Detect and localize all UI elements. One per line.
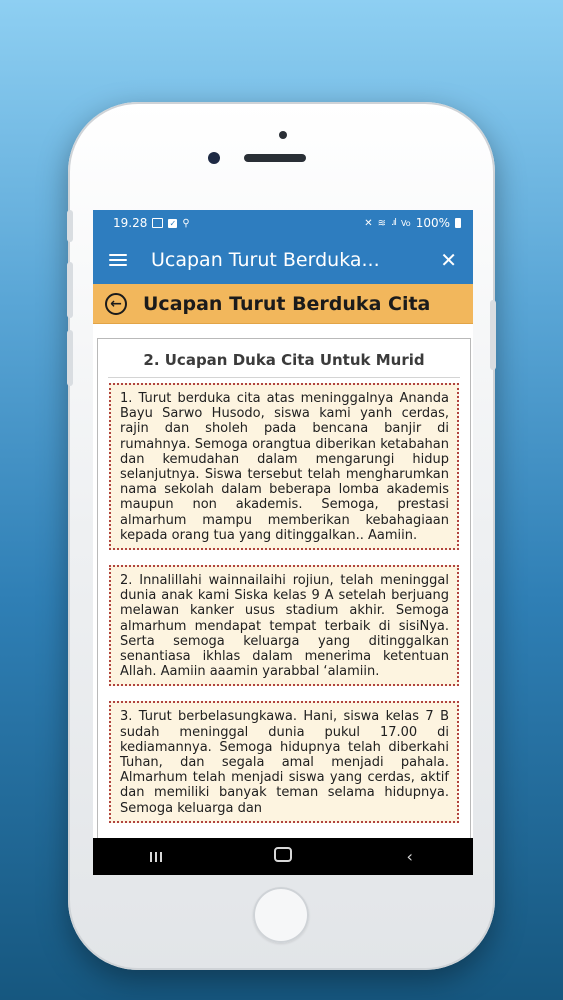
status-time: 19.28 — [113, 216, 148, 230]
phone-speaker — [244, 154, 306, 162]
section-title: 2. Ucapan Duka Cita Untuk Murid — [143, 351, 425, 369]
wrench-icon: ⚲ — [182, 217, 190, 229]
image-icon — [152, 218, 163, 228]
battery-icon — [455, 218, 461, 228]
condolence-card: 2. Innalillahi wainnailaihi rojiun, telah meninggal dunia anak kami Siska kelas 9 A setelah berjuang melawan kanker usus stadium akhir. Semoga almarhum mendapat tempat terbaik di sisiNya. Serta semoga keluarga yang ditinggalkan senantiasa ikhlas dalam menerima ketentuan Allah. Aamiin aaamin yarabbal ‘alamiin. — [109, 565, 459, 686]
front-camera — [208, 152, 220, 164]
signal-icon: .ıl — [391, 218, 396, 228]
phone-side-button — [490, 300, 496, 370]
home-icon[interactable] — [263, 847, 303, 866]
phone-screen — [93, 210, 473, 875]
back-icon[interactable]: ‹ — [406, 847, 413, 866]
wifi-icon: ≋ — [377, 217, 387, 229]
app-bar-title: Ucapan Turut Berduka... — [151, 249, 380, 271]
section-divider — [108, 377, 460, 378]
phone-side-button — [67, 210, 73, 242]
close-icon[interactable]: ✕ — [440, 248, 457, 272]
page-title: Ucapan Turut Berduka Cita — [143, 292, 431, 315]
recent-apps-icon[interactable] — [136, 847, 176, 866]
phone-home-button[interactable] — [253, 887, 309, 943]
phone-sensor — [279, 131, 287, 139]
menu-icon[interactable] — [109, 254, 127, 266]
content-panel[interactable] — [97, 338, 471, 840]
phone-side-button — [67, 330, 73, 386]
condolence-card: 3. Turut berbelasungkawa. Hani, siswa kelas 7 B sudah meninggal dunia pukul 17.00 di kediamannya. Semoga hidupnya telah diberkahi Tuhan, dan segala amal menjadi pahala. Almarhum telah menjadi siswa yang cerdas, aktif dan memiliki banyak teman selama hidupnya. Semoga keluarga dan — [109, 701, 459, 822]
back-arrow-icon[interactable]: ← — [105, 293, 127, 315]
volte-icon: Vo — [400, 218, 411, 228]
mute-icon: ✕ — [364, 217, 373, 229]
battery-percent: 100% — [415, 216, 450, 230]
system-nav-bar — [93, 838, 473, 875]
status-bar — [93, 210, 473, 236]
check-box-icon: ✓ — [169, 218, 177, 228]
app-bar — [93, 236, 473, 284]
phone-side-button — [67, 262, 73, 318]
condolence-card: 1. Turut berduka cita atas meninggalnya Ananda Bayu Sarwo Husodo, siswa kami yanh cerdas, rajin dan sholeh pada bencana banjir di rumahnya. Semoga orangtua diberikan ketabahan dan kemudahan dalam mengarungi hidup selanjutnya. Siswa tersebut telah mengharumkan nama sekolah dalam beberapa lomba akademis maupun non akademis. Semoga, prestasi almarhum mampu memberikan kebahagiaan kepada orang tua yang ditinggalkan.. Aamiin. — [109, 383, 459, 550]
page-banner — [93, 284, 473, 324]
